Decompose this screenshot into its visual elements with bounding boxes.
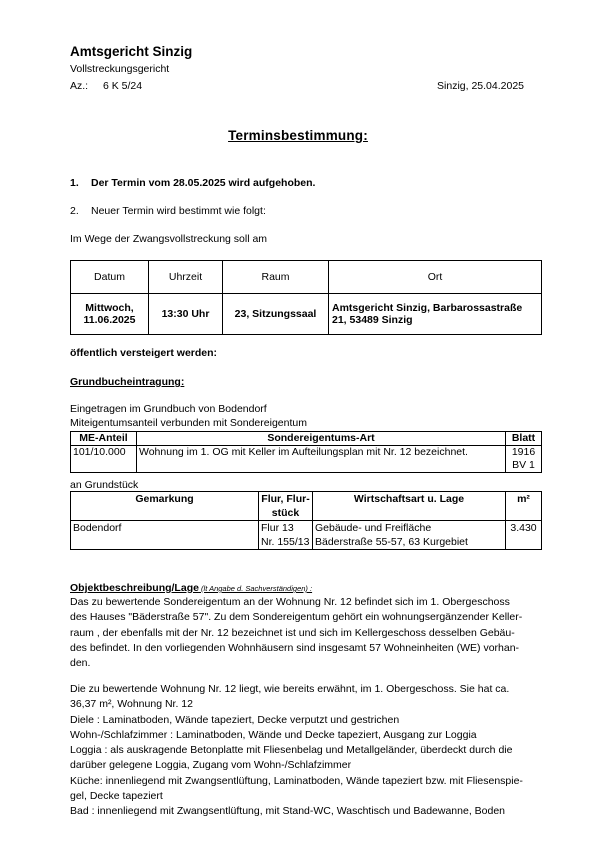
auction-statement: öffentlich versteigert werden: xyxy=(70,347,218,359)
header-gemarkung: Gemarkung xyxy=(71,492,259,521)
ort-line-1: Amtsgericht Sinzig, Barbarossastraße xyxy=(332,302,523,314)
blatt-number: 1916 xyxy=(511,446,536,458)
header-flur-line-2: stück xyxy=(271,507,300,519)
document-title: Terminsbestimmung: xyxy=(228,128,368,143)
object-heading-text: Objektbeschreibung/Lage xyxy=(70,582,199,594)
paragraph-line: 36,37 m², Wohnung Nr. 12 xyxy=(70,698,193,711)
cell-raum: 23, Sitzungssaal xyxy=(223,294,329,335)
plot-table-row xyxy=(71,521,542,550)
cell-qm: 3.430 xyxy=(506,521,542,550)
header-flur xyxy=(259,492,313,521)
intro-text: Im Wege der Zwangsvollstreckung soll am xyxy=(70,233,268,245)
file-number-label: Az.: xyxy=(70,80,89,92)
wirtschaftsart-line-2: Bäderstraße 55-57, 63 Kurgebiet xyxy=(315,536,468,548)
land-register-line-1: Eingetragen im Grundbuch von Bodendorf xyxy=(70,403,267,415)
item-2-number: 2. xyxy=(70,205,79,217)
object-paragraph-1 xyxy=(70,595,544,671)
header-uhrzeit: Uhrzeit xyxy=(149,261,223,294)
cell-ort xyxy=(329,294,542,335)
appointment-table-row xyxy=(71,294,542,335)
ownership-share-table xyxy=(70,431,542,473)
paragraph-line: des Hauses "Bäderstraße 57". Zu dem Sondereigentum gehört ein wohnungsergänzender Keller- xyxy=(70,611,523,624)
datum-weekday: Mittwoch, xyxy=(85,302,134,314)
plot-label: an Grundstück xyxy=(70,479,139,491)
header-me-anteil: ME-Anteil xyxy=(71,432,137,446)
cell-uhrzeit: 13:30 Uhr xyxy=(149,294,223,335)
paragraph-line: Die zu bewertende Wohnung Nr. 12 liegt, wie bereits erwähnt, im 1. Obergeschoss. Sie hat ca. xyxy=(70,683,510,695)
file-number: 6 K 5/24 xyxy=(103,80,143,92)
court-department: Vollstreckungsgericht xyxy=(70,63,170,75)
header-ort: Ort xyxy=(329,261,542,294)
cell-me-anteil: 101/10.000 xyxy=(71,446,137,473)
paragraph-line: darüber gelegene Loggia, Zugang vom Wohn-/Schlafzimmer xyxy=(70,759,352,772)
paragraph-line: Wohn-/Schlafzimmer : Laminatboden, Wände und Decke tapeziert, Ausgang zur Loggia xyxy=(70,728,477,741)
paragraph-line: Küche: innenliegend mit Zwangsentlüftung, Laminatboden, Wände tapeziert bzw. mit Fliesenspie- xyxy=(70,774,523,787)
ownership-share-row xyxy=(71,446,542,473)
item-1-text: Der Termin vom 28.05.2025 wird aufgehoben. xyxy=(91,177,316,189)
land-register-heading: Grundbucheintragung: xyxy=(70,376,185,388)
datum-date: 11.06.2025 xyxy=(83,314,136,326)
document-date: Sinzig, 25.04.2025 xyxy=(437,80,524,92)
ownership-share-header xyxy=(71,432,542,446)
paragraph-line: den. xyxy=(70,657,91,670)
header-blatt: Blatt xyxy=(506,432,542,446)
header-qm: m² xyxy=(506,492,542,521)
item-1-number: 1. xyxy=(70,177,79,189)
court-name: Amtsgericht Sinzig xyxy=(70,44,193,59)
cell-datum xyxy=(71,294,149,335)
object-description-heading xyxy=(70,582,312,594)
blatt-bv: BV 1 xyxy=(512,459,535,471)
land-register-line-2: Miteigentumsanteil verbunden mit Sondereigentum xyxy=(70,417,307,429)
cell-sondereigentum: Wohnung im 1. OG mit Keller im Aufteilungsplan mit Nr. 12 bezeichnet. xyxy=(137,446,506,473)
paragraph-line: gel, Decke tapeziert xyxy=(70,790,163,803)
flur-line-2: Nr. 155/13 xyxy=(261,536,310,548)
ort-line-2: 21, 53489 Sinzig xyxy=(332,314,413,326)
header-raum: Raum xyxy=(223,261,329,294)
cell-flur xyxy=(259,521,313,550)
plot-table xyxy=(70,491,542,550)
cell-blatt xyxy=(506,446,542,473)
object-paragraph-2 xyxy=(70,682,544,820)
paragraph-line: Bad : innenliegend mit Zwangsentlüftung, mit Stand-WC, Waschtisch und Badewanne, Boden xyxy=(70,805,506,818)
plot-table-header xyxy=(71,492,542,521)
object-heading-source: (lt Angabe d. Sachverständigen) : xyxy=(198,584,313,593)
flur-line-1: Flur 13 xyxy=(261,522,294,534)
header-wirtschaftsart: Wirtschaftsart u. Lage xyxy=(313,492,506,521)
paragraph-line: raum , der ebenfalls mit der Nr. 12 bezeichnet ist und sich im Kellergeschoss desselben Gebäu- xyxy=(70,626,515,639)
wirtschaftsart-line-1: Gebäude- und Freifläche xyxy=(315,522,432,534)
item-2-text: Neuer Termin wird bestimmt wie folgt: xyxy=(91,205,266,217)
appointment-table xyxy=(70,260,542,335)
cell-wirtschaftsart xyxy=(313,521,506,550)
header-flur-line-1: Flur, Flur- xyxy=(261,493,310,505)
paragraph-line: des befindet. In den vorliegenden Wohnhäusern sind insgesamt 57 Wohneinheiten (WE) vorhan- xyxy=(70,641,520,654)
header-sondereigentum: Sondereigentums-Art xyxy=(137,432,506,446)
paragraph-line: Loggia : als auskragende Betonplatte mit Fliesenbelag und Metallgeländer, überdeckt durch die xyxy=(70,744,513,757)
paragraph-line: Das zu bewertende Sondereigentum an der Wohnung Nr. 12 befindet sich im 1. Obergeschoss xyxy=(70,596,510,608)
cell-gemarkung: Bodendorf xyxy=(71,521,259,550)
paragraph-line: Diele : Laminatboden, Wände tapeziert, Decke verputzt und gestrichen xyxy=(70,713,400,726)
appointment-table-header xyxy=(71,261,542,294)
header-datum: Datum xyxy=(71,261,149,294)
